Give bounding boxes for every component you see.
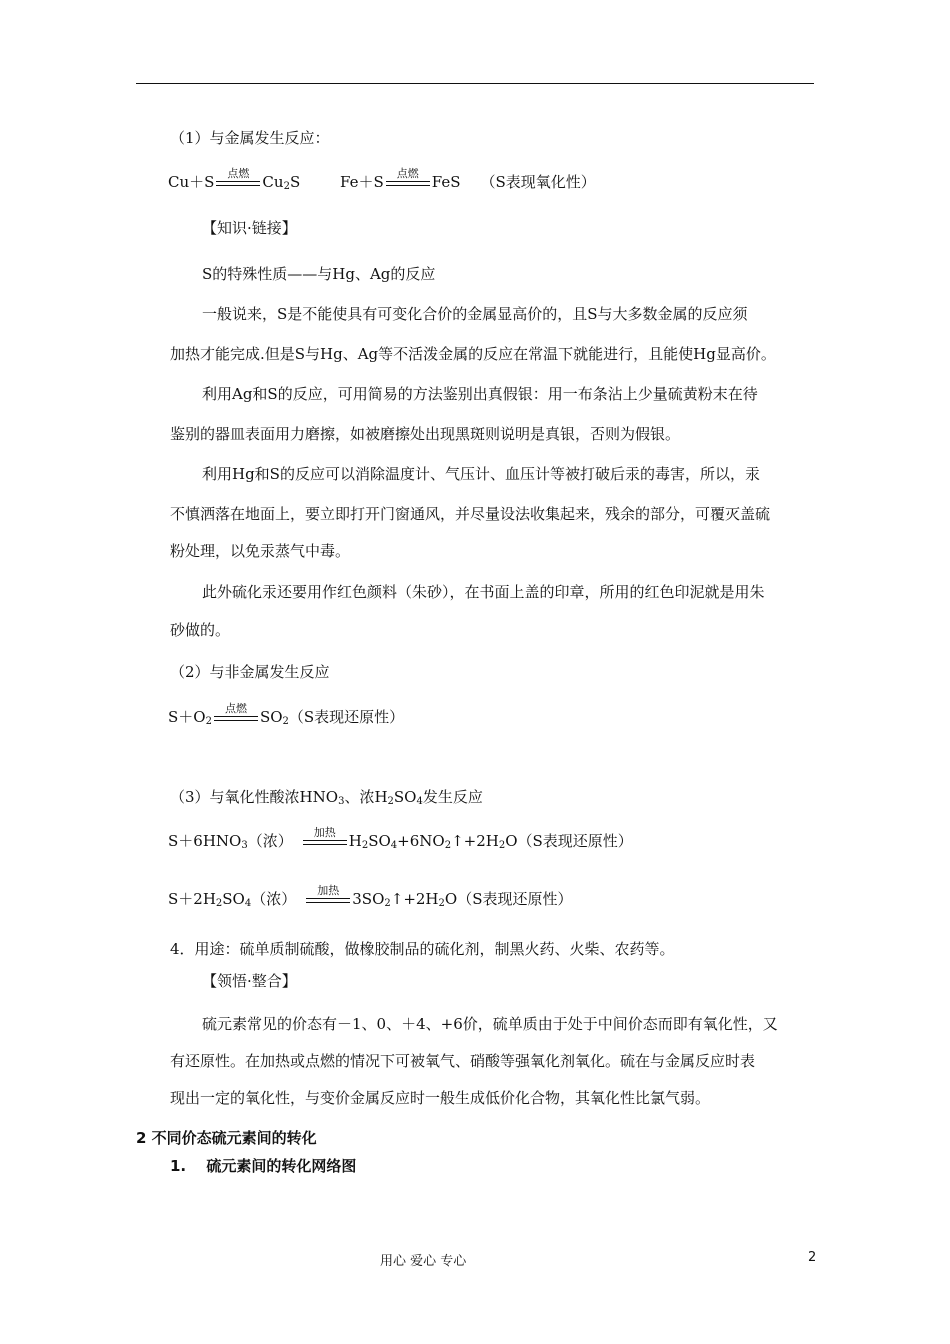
equation-fe-s: Fe＋S 点燃 FeS （S表现氧化性） (340, 166, 596, 191)
special-property-title: S的特殊性质——与Hg、Ag的反应 (202, 265, 436, 283)
equation-s-hno3: $S+6HNO_3$（浓） 加热 $H_2SO_4+6NO_2↑+2H_2O(S$表现还原性） (168, 825, 633, 851)
page-footer: 用心 爱心 专心 (380, 1254, 467, 1269)
paragraph-line: 硫元素常见的价态有－1、0、＋4、+6价，硫单质由于处于中间价态而即有氧化性，又 (202, 1015, 778, 1033)
uses-line: 4．用途：硫单质制硫酸，做橡胶制品的硫化剂，制黑火药、火柴、农药等。 (170, 940, 675, 958)
paragraph-line: 利用Ag和S的反应，可用简易的方法鉴别出真假银：用一布条沾上少量硫黄粉末在待 (202, 385, 758, 403)
paragraph-line: 现出一定的氧化性，与变价金属反应时一般生成低价化合物，其氧化性比氯气弱。 (170, 1089, 711, 1107)
equation-s-o2: $S+O_2$ 点燃 $SO_2(S$表现还原性） (168, 701, 405, 727)
page-number: 2 (808, 1250, 817, 1265)
paragraph-line: 砂做的。 (170, 621, 231, 639)
paragraph-line: 一般说来，S是不能使具有可变化合价的金属显高价的，且S与大多数金属的反应须 (202, 305, 748, 323)
knowledge-link-heading: 【知识·链接】 (202, 219, 297, 237)
section-heading-nonmetals: （2）与非金属发生反应 (170, 663, 330, 681)
insight-heading: 【领悟·整合】 (202, 972, 297, 990)
paragraph-line: 有还原性。在加热或点燃的情况下可被氧气、硝酸等强氧化剂氧化。硫在与金属反应时表 (170, 1052, 756, 1070)
paragraph-line: 鉴别的器皿表面用力磨擦，如被磨擦处出现黑斑则说明是真银，否则为假银。 (170, 425, 681, 443)
paragraph-line: 利用Hg和S的反应可以消除温度计、气压计、血压计等被打破后汞的毒害，所以，汞 (202, 465, 760, 483)
section-heading-metals: （1）与金属发生反应： (170, 129, 330, 147)
header-rule (136, 83, 814, 84)
section-2-subtitle: 1. 硫元素间的转化网络图 (170, 1157, 357, 1175)
equation-s-h2so4: $S+2H_2SO_4$（浓） 加热 $3SO_2↑+2H_2O(S$表现还原性） (168, 883, 573, 909)
section-heading-oxidizing-acids: （3）与氧化性酸浓$HNO_3$、浓$H_2SO_4$发生反应 (170, 788, 483, 807)
paragraph-line: 此外硫化汞还要用作红色颜料（朱砂），在书面上盖的印章，所用的红色印泥就是用朱 (202, 583, 765, 601)
paragraph-line: 加热才能完成.但是S与Hg、Ag等不活泼金属的反应在常温下就能进行，且能使Hg显高价。 (170, 345, 776, 363)
section-2-title: 2 不同价态硫元素间的转化 (136, 1129, 317, 1147)
equation-cu-s: Cu＋S 点燃 $Cu_2S$ (168, 166, 301, 192)
paragraph-line: 不慎洒落在地面上，要立即打开门窗通风，并尽量设法收集起来，残余的部分，可覆灭盖硫 (170, 505, 771, 523)
paragraph-line: 粉处理，以免汞蒸气中毒。 (170, 542, 351, 560)
